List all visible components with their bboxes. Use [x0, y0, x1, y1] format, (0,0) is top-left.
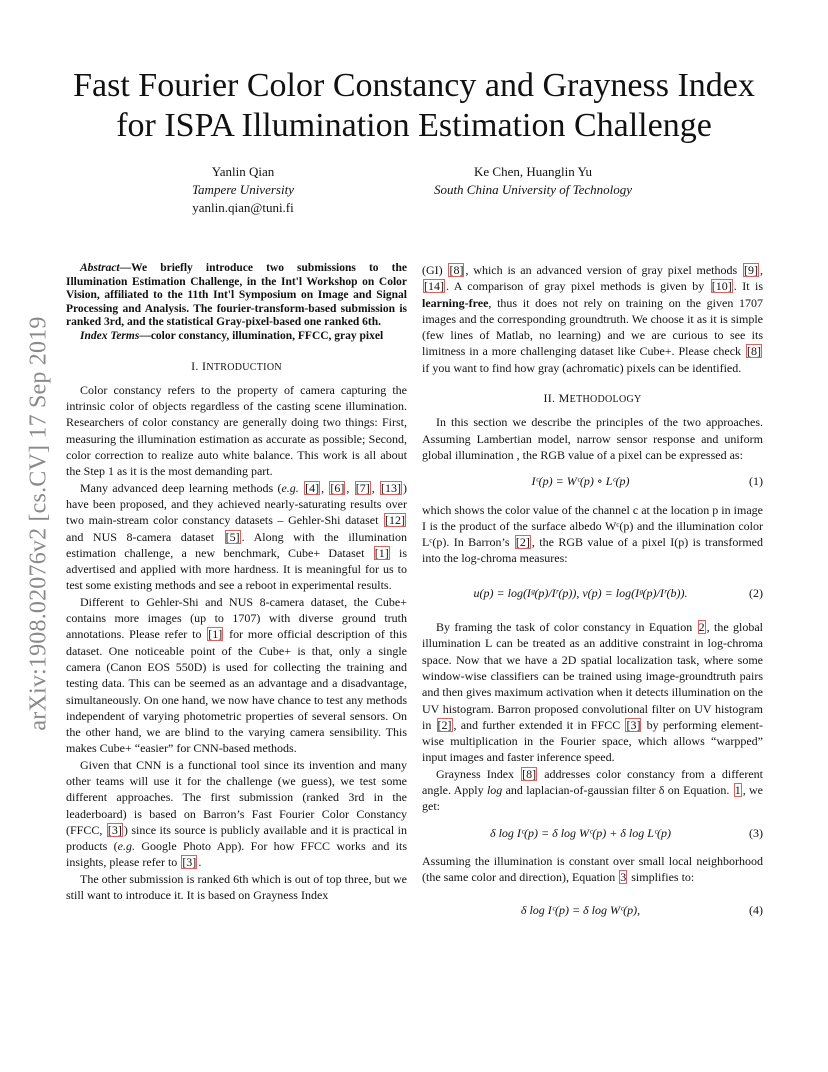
- arxiv-watermark: [22, 286, 56, 760]
- abstract: [66, 262, 407, 330]
- paragraph: Different to Gehler-Shi and NUS 8-camera dataset, the Cube+ contains more images (up to 1707) with diverse ground truth annotations. Please refer to [1] for more official description of this dataset. One noticeable point of the Cube+ is that, only a single camera (Canon EOS 550D) is used for collecting the training and testing data. This can be seemed as an advantage and a disadvantage, simultaneously. On one hand, we now have chance to test any methods independent of varying photometric properties of several sensors. On the other hand, we are blind to the varying camera sensibility. This makes Cube+ “easier” for CNN-based methods.: [66, 594, 407, 756]
- citation-link[interactable]: [5]: [225, 529, 240, 544]
- equation-link[interactable]: 3: [620, 870, 627, 885]
- citation-link[interactable]: [10]: [711, 279, 732, 294]
- arxiv-id: arXiv:1908.02076v2 [cs.CV] 17 Sep 2019: [25, 315, 52, 731]
- equation-math: u(p) = log(Iᵍ(p)/Iʳ(p)), v(p) = log(Iᵍ(p)/Iʳ(b)).: [473, 585, 688, 600]
- equation-number: (1): [749, 474, 763, 489]
- paper-title: [60, 66, 768, 146]
- paragraph: which shows the color value of the channel c at the location p in image I is the product of the surface albedo Wᶜ(p) and the illumination color Lᶜ(p). In Barron’s [2] , the RGB value of a pixel I(p) is transformed into the log-chroma measures:: [422, 502, 764, 566]
- paragraph: Color constancy refers to the property of camera capturing the intrinsic color of objects regardless of the casting scene illumination. Researchers of color constancy are generally doing two things: First, measuring the illumination estimation as accurate as possible; Second, color correction to realize auto white balance. This work is all about the Step 1 as it is the most demanding part.: [66, 382, 407, 479]
- section-heading-introduction: I. INTRODUCTION: [191, 358, 282, 373]
- paragraph: By framing the task of color constancy in Equation 2 , the global illumination L can be treated as an additive constraint in log-chroma space. Now that we have a 2D spatial localization task, where some window-wise classifiers can be trained using image-groundtruth pairs and then gives maximum activation when it detects illumination on the UV histogram. Barron proposed convolutional filter on UV histogram in [2] , and further extended it in FFCC [3] by performing element-wise multiplication in the Fourier space, which allows “warpped” input images and faster inference speed.: [422, 620, 764, 765]
- citation-link[interactable]: [13]: [381, 480, 402, 495]
- equation-number: (4): [749, 902, 763, 917]
- title-line-1: Fast Fourier Color Constancy and Grayness Index: [73, 67, 755, 104]
- abstract-text: —We briefly introduce two submissions to the Illumination Estimation Challenge, in the Int'l Workshop on Color Vision, affiliated to the 11th Int'l Symposium on Image and Signal Processing and Analysis. The fourier-transform-based submission is ranked 3rd, and the statistical Gray-pixel-based one ranked 6th.: [66, 262, 407, 329]
- equation-number: (3): [749, 825, 763, 840]
- author-affiliation: Tampere University: [192, 182, 294, 197]
- equation-math: δ log Iᶜ(p) = δ log Wᶜ(p),: [520, 902, 641, 917]
- index-terms: [66, 330, 407, 344]
- citation-link[interactable]: [1]: [374, 545, 389, 560]
- equation-math: Iᶜ(p) = Wᶜ(p) ∘ Lᶜ(p): [531, 474, 630, 489]
- section-heading-methodology: II. METHODOLOGY: [543, 391, 642, 406]
- citation-link[interactable]: [3]: [626, 717, 641, 732]
- abstract-label: Abstract: [80, 262, 120, 274]
- citation-link[interactable]: [8]: [449, 263, 464, 277]
- right-column: [422, 262, 763, 930]
- index-terms-text: —color constancy, illumination, FFCC, gray pixel: [139, 329, 384, 342]
- equation-1: [422, 473, 763, 489]
- author-email: yanlin.qian@tuni.fi: [192, 200, 294, 215]
- citation-link[interactable]: [3]: [182, 855, 197, 870]
- paragraph: (GI) [8] , which is an advanced version of gray pixel methods [9] , [14] . A comparison of gray pixel methods is given by [10] . It is learning-free, thus it does not rely on training on the given 1707 images and the corresponding groundtruth. We choose it as it is simple (few lines of Matlab, no learning) and we are curious to see its limitness in a more challenging dataset like Cube+. Please check [8] if you want to find how gray (achromatic) pixels can be identified.: [422, 263, 764, 375]
- index-terms-label: Index Terms: [80, 329, 140, 342]
- left-column: [66, 262, 407, 903]
- citation-link[interactable]: [9]: [744, 263, 759, 277]
- title-line-2: for ISPA Illumination Estimation Challenge: [116, 107, 712, 144]
- citation-link[interactable]: [2]: [437, 717, 452, 732]
- equation-3: [422, 825, 763, 841]
- citation-link[interactable]: [14]: [424, 279, 444, 294]
- paragraph: Given that CNN is a functional tool since its invention and many other teams will use it for the challenge (we guess), we test some different approaches. The first submission (ranked 3rd in the leaderboard) is based on Barron’s Fast Fourier Color Constancy (FFCC, [3] ) since its source is publicly available and it is practical in products (e.g. Google Photo App). For how FFCC works and its insights, please refer to [3] .: [66, 757, 407, 870]
- citation-link[interactable]: [4]: [305, 480, 320, 495]
- equation-math: δ log Iᶜ(p) = δ log Wᶜ(p) + δ log Lᶜ(p): [489, 825, 672, 840]
- citation-link[interactable]: [3]: [107, 822, 122, 837]
- author-name: Yanlin Qian: [211, 164, 275, 179]
- paragraph: Grayness Index [8] addresses color constancy from a different angle. Apply log and laplacian-of-gaussian filter δ on Equation. 1 , we get:: [422, 766, 764, 814]
- citation-link[interactable]: [7]: [355, 480, 370, 495]
- author-block-2: [410, 163, 656, 199]
- paragraph: Many advanced deep learning methods (e.g. [4] , [6] , [7] , [13] ) have been proposed, and they achieved nearly-saturating results over two main-stream color constancy datasets – Gehler-Shi dataset [12] and NUS 8-camera dataset [5] . Along with the illumination estimation challenge, a new benchmark, Cube+ Dataset [1] is advertised and applied with more hardness. It is meaningful for us to test some existing methods and see a reboot in experimental results.: [66, 480, 408, 593]
- equation-link[interactable]: 1: [734, 783, 741, 798]
- citation-link[interactable]: [12]: [385, 513, 405, 528]
- paragraph: Assuming the illumination is constant over small local neighborhood (the same color and direction), Equation 3 simplifies to:: [422, 853, 763, 885]
- citation-link[interactable]: [6]: [330, 480, 345, 495]
- author-name: Ke Chen, Huanglin Yu: [474, 164, 592, 179]
- citation-link[interactable]: [2]: [515, 535, 530, 550]
- equation-link[interactable]: 2: [698, 620, 705, 635]
- citation-link[interactable]: [8]: [522, 766, 537, 781]
- author-block-1: [130, 163, 356, 217]
- paragraph: The other submission is ranked 6th which is out of top three, but we still want to introduce it. It is based on Grayness Index: [66, 871, 407, 903]
- paragraph: In this section we describe the principles of the two approaches. Assuming Lambertian model, narrow sensor response and uniform global illumination , the RGB value of a pixel can be expressed as:: [422, 415, 763, 462]
- equation-4: [422, 902, 763, 918]
- equation-number: (2): [749, 585, 763, 600]
- equation-2: [422, 585, 763, 601]
- author-affiliation: South China University of Technology: [433, 182, 633, 197]
- citation-link[interactable]: [1]: [208, 627, 223, 642]
- citation-link[interactable]: [8]: [747, 344, 761, 359]
